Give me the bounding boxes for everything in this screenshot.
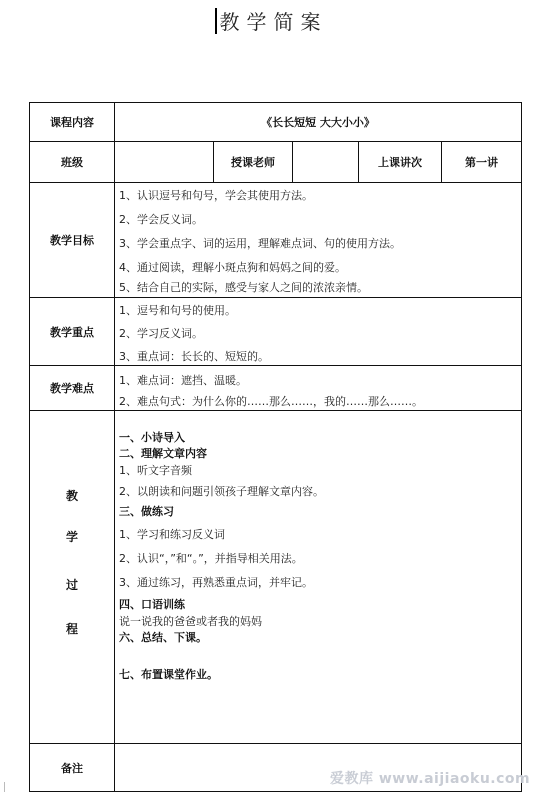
- goal-item: 5、结合自己的实际，感受与家人之间的浓浓亲情。: [119, 281, 368, 294]
- keypoint-item: 1、逗号和句号的使用。: [119, 304, 236, 317]
- goal-item: 4、通过阅读，理解小斑点狗和妈妈之间的爱。: [119, 261, 346, 274]
- goal-item: 1、认识逗号和句号，学会其使用方法。: [119, 189, 313, 202]
- process-label-char: 过: [65, 578, 78, 592]
- lesson-label: 上课讲次: [378, 156, 422, 169]
- difficulty-item: 1、难点词：遮挡、温暖。: [119, 374, 247, 387]
- process-label-char: 学: [65, 530, 78, 544]
- keypoint-item: 3、重点词：长长的、短短的。: [119, 350, 269, 363]
- process-section-heading: 二、理解文章内容: [119, 447, 207, 460]
- difficulty-item: 2、难点句式：为什么你的……那么……，我的……那么……。: [119, 395, 423, 408]
- keypoints-label: 教学重点: [50, 325, 94, 339]
- watermark: 爱教库 www.aijiaoku.com: [330, 771, 531, 787]
- class-label: 班级: [61, 156, 83, 169]
- document-title: 教学简案: [219, 10, 328, 34]
- process-section-heading: 四、口语训练: [119, 598, 185, 611]
- process-label-char: 教: [65, 489, 78, 503]
- remarks-label: 备注: [61, 761, 83, 775]
- text-cursor: [215, 8, 217, 34]
- difficulties-label: 教学难点: [50, 382, 94, 395]
- process-item: 1、听文字音频: [119, 464, 192, 477]
- margin-mark: [4, 782, 5, 792]
- course-label: 课程内容: [50, 116, 94, 129]
- process-label-char: 程: [65, 622, 78, 636]
- process-item: 2、认识“，”和“。”，并指导相关用法。: [119, 552, 303, 565]
- process-item: 说一说我的爸爸或者我的妈妈: [119, 615, 262, 628]
- teacher-value: [293, 142, 358, 182]
- process-item: 2、以朗读和问题引领孩子理解文章内容。: [119, 485, 324, 498]
- process-section-heading: 三、做练习: [119, 505, 174, 518]
- class-value: [115, 142, 213, 182]
- process-item: 3、通过练习，再熟悉重点词，并牢记。: [119, 576, 313, 589]
- process-section-heading: 六、总结、下课。: [119, 631, 207, 644]
- course-value: 《长长短短 大大小小》: [261, 116, 375, 129]
- process-section-heading: 七、布置课堂作业。: [119, 668, 218, 681]
- teacher-label: 授课老师: [231, 156, 275, 169]
- lesson-value: 第一讲: [465, 156, 498, 169]
- process-item: 1、学习和练习反义词: [119, 528, 225, 541]
- goal-item: 3、学会重点字、词的运用，理解难点词、句的使用方法。: [119, 237, 401, 250]
- goals-label: 教学目标: [50, 234, 94, 247]
- goal-item: 2、学会反义词。: [119, 213, 203, 226]
- keypoint-item: 2、学习反义词。: [119, 327, 203, 340]
- process-section-heading: 一、小诗导入: [119, 431, 185, 444]
